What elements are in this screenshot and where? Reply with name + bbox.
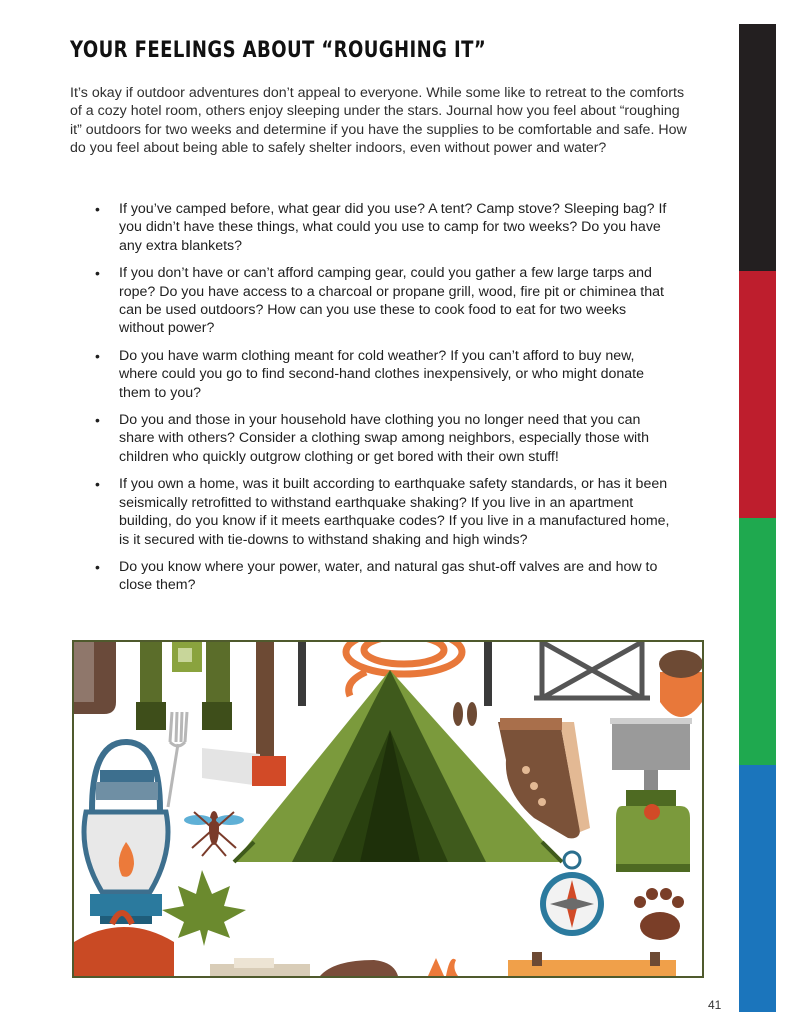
bullet-icon: • — [95, 558, 100, 575]
page-title: YOUR FEELINGS ABOUT “ROUGHING IT” — [70, 38, 487, 63]
bullet-icon: • — [95, 265, 100, 282]
camp-stove-icon — [610, 718, 692, 872]
list-item-text: Do you know where your power, water, and natural gas shut-off valves are and how to close them? — [119, 558, 658, 594]
acorn-icon — [659, 650, 702, 717]
tab-black — [739, 24, 776, 271]
cooler-icon — [508, 952, 676, 976]
bullet-icon: • — [95, 201, 100, 217]
sausage-icon — [320, 960, 398, 976]
intro-paragraph: It’s okay if outdoor adventures don’t appeal to everyone. While some like to retreat to the comforts of a cozy hotel room, others enjoy sleeping under the stars. Journal how you feel about “roughing it” outdoors for two weeks and determine if you have the supplies to be comfortable and safe. How do you feel about being able to safely shelter indoors, even without power and water? — [70, 85, 687, 157]
lantern-icon — [84, 742, 168, 924]
list-item — [95, 411, 670, 466]
tab-green — [739, 518, 776, 765]
bullet-icon: • — [95, 476, 100, 493]
camping-illustration — [72, 640, 704, 978]
fork-icon — [168, 712, 187, 807]
list-item — [95, 347, 670, 402]
maple-leaf-icon — [162, 870, 246, 946]
tab-blue — [739, 765, 776, 1012]
campfire-icon — [428, 958, 458, 976]
page-number: 41 — [708, 998, 722, 1012]
list-item — [95, 475, 670, 549]
animal-track-icon — [453, 702, 477, 726]
list-item — [95, 264, 670, 338]
tab-red — [739, 271, 776, 518]
compass-icon — [540, 852, 604, 936]
bullet-icon: • — [95, 412, 100, 429]
bullet-icon: • — [95, 347, 100, 364]
list-item-text: If you’ve camped before, what gear did you use? A tent? Camp stove? Sleeping bag? If you didn’t have these things, what could you use to camp for two weeks? Do you have any extra blankets? — [119, 201, 667, 254]
list-item — [95, 558, 670, 595]
wood-block-icon — [74, 642, 116, 714]
paw-print-icon — [634, 888, 684, 940]
folding-chair-icon — [534, 642, 650, 698]
list-item-text: If you own a home, was it built according to earthquake safety standards, or has it been seismically retrofitted to withstand earthquake shaking? If you live in an apartment building, do you know if it meets earthquake codes? If you live in a manufactured home, is it secured with tie-downs to withstand shaking and high winds? — [119, 476, 670, 548]
section-color-tabs — [739, 24, 776, 1012]
question-list — [95, 200, 670, 604]
list-item — [95, 200, 670, 255]
mosquito-icon — [184, 812, 244, 856]
binoculars-icon — [136, 642, 232, 730]
list-item-text: If you don’t have or can’t afford camping gear, could you gather a few large tarps and rope? Do you have access to a charcoal or propane grill, wood, fire pit or chiminea that can be used outdoors? How can you use these to cook food to eat for two weeks without power? — [119, 265, 664, 337]
lamp-base-icon — [210, 958, 310, 976]
list-item-text: Do you have warm clothing meant for cold weather? If you can’t afford to buy new, where could you go to find second-hand clothes inexpensively, or who might donate them to you? — [119, 347, 644, 401]
list-item-text: Do you and those in your household have clothing you no longer need that you can share with others? Consider a clothing swap among neighbors, especially those with children who quickly outgrow clothing or get bored with their own stuff! — [119, 412, 649, 465]
